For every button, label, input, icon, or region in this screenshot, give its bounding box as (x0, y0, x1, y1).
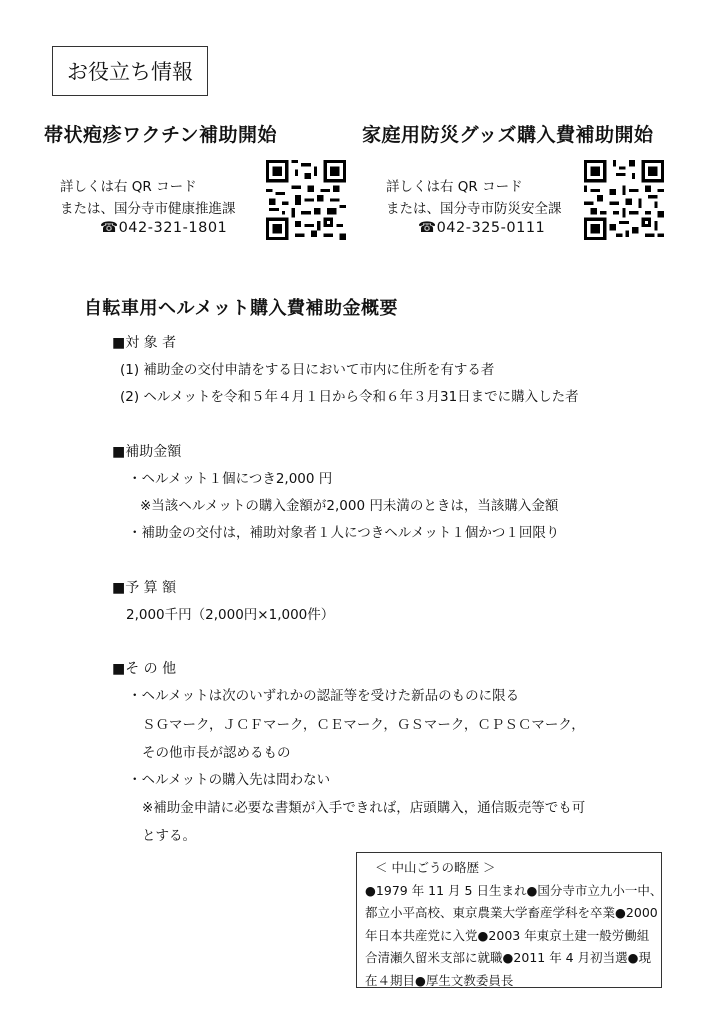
section-title: お役立ち情報 (67, 60, 193, 84)
other-item-6: とする。 (142, 828, 196, 844)
section-label-budget: ■予 算 額 (112, 580, 177, 596)
biography-line: 都立小平高校、東京農業大学畜産学科を卒業●2000 (365, 905, 658, 920)
other-item-3: その他市長が認めるもの (142, 745, 291, 761)
amount-item-3: ・補助金の交付は，補助対象者１人につきヘルメット１個かつ１回限り (128, 525, 560, 541)
amount-item-1: ・ヘルメット１個につき2,000 円 (128, 471, 333, 487)
headline-shingles-vaccine: 帯状疱疹ワクチン補助開始 (44, 124, 278, 146)
eligible-item-1: (1) 補助金の交付申請をする日において市内に住所を有する者 (120, 362, 495, 378)
section-title-box (52, 46, 208, 96)
info-right-line1: 詳しくは右 QR コード (386, 179, 523, 195)
other-item-1: ・ヘルメットは次のいずれかの認証等を受けた新品のものに限る (128, 688, 520, 704)
section-label-eligible: ■対 象 者 (112, 335, 177, 351)
biography-title: ＜ 中山ごうの略歴 ＞ (375, 860, 496, 875)
info-left-tel: 042-321-1801 (118, 220, 228, 236)
phone-icon: ☎ (418, 220, 437, 236)
qr-code-icon[interactable] (266, 160, 346, 240)
info-left-line1: 詳しくは右 QR コード (60, 179, 197, 195)
biography-line: 在４期目●厚生文教委員長 (365, 972, 514, 988)
info-left-text (60, 176, 236, 220)
qr-code-icon[interactable] (584, 160, 664, 240)
headline-disaster-goods: 家庭用防災グッズ購入費補助開始 (362, 124, 654, 146)
amount-item-2: ※当該ヘルメットの購入金額が2,000 円未満のときは，当該購入金額 (140, 498, 559, 514)
other-item-4: ・ヘルメットの購入先は問わない (128, 772, 331, 788)
helmet-subsidy-title: 自転車用ヘルメット購入費補助金概要 (84, 298, 398, 319)
biography-line: ●1979 年 11 月 5 日生まれ●国分寺市立九小一中、 (365, 882, 663, 898)
info-right-text (386, 176, 562, 220)
info-left-line2: または、国分寺市健康推進課 (60, 201, 236, 217)
biography-line: 年日本共産党に入党●2003 年東京土建一般労働組 (365, 927, 650, 943)
info-right-tel-row (418, 220, 545, 236)
info-left-tel-row (100, 220, 227, 236)
other-item-5: ※補助金申請に必要な書類が入手できれば，店頭購入，通信販売等でも可 (142, 800, 586, 816)
info-right-line2: または、国分寺市防災安全課 (386, 201, 562, 217)
biography-line: 合清瀬久留米支部に就職●2011 年 4 月初当選●現 (365, 950, 651, 965)
section-label-amount: ■補助金額 (112, 444, 182, 460)
info-right-tel: 042-325-0111 (436, 220, 546, 236)
other-item-2: ＳＧマーク，ＪＣＦマーク，ＣＥマーク，ＧＳマーク，ＣＰＳＣマーク， (142, 717, 585, 733)
phone-icon: ☎ (100, 220, 119, 236)
biography-box (356, 852, 662, 988)
section-label-other: ■そ の 他 (112, 661, 177, 677)
budget-item-1: 2,000千円（2,000円×1,000件） (126, 607, 335, 623)
eligible-item-2: (2) ヘルメットを令和５年４月１日から令和６年３月31日までに購入した者 (120, 389, 579, 405)
